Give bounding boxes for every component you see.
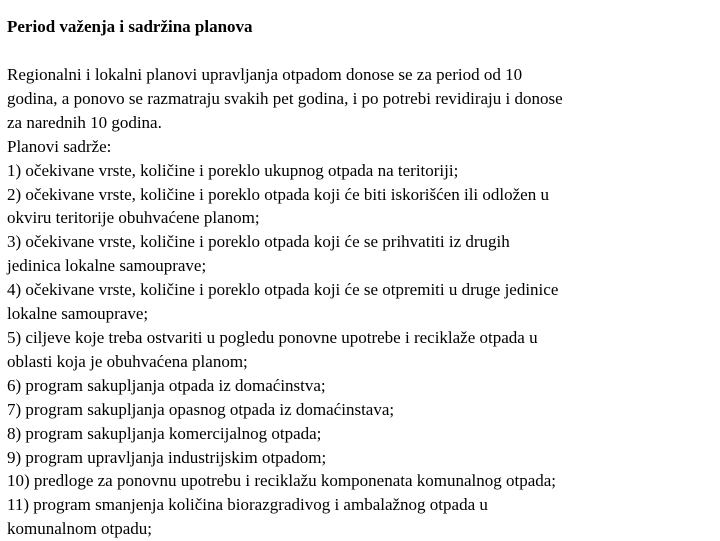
- list-item: 3) očekivane vrste, količine i poreklo otpada koji će se prihvatiti iz drugih: [7, 232, 510, 252]
- list-item: 8) program sakupljanja komercijalnog otpada;: [7, 423, 322, 443]
- list-item-continuation: oblasti koja je obuhvaćena planom;: [7, 351, 248, 371]
- list-item-continuation: lokalne samouprave;: [7, 304, 149, 324]
- page-title: Period važenja i sadržina planova: [7, 17, 253, 36]
- list-item-continuation: okviru teritorije obuhvaćene planom;: [7, 208, 260, 228]
- text-line: Planovi sadrže:: [7, 136, 112, 156]
- list-item: 7) program sakupljanja opasnog otpada iz domaćinstava;: [7, 399, 395, 419]
- list-item: 9) program upravljanja industrijskim otpadom;: [7, 447, 327, 467]
- body-text: [7, 63, 707, 541]
- list-item: 4) očekivane vrste, količine i poreklo otpada koji će se otpremiti u druge jedinice: [7, 280, 559, 300]
- list-item: 1) očekivane vrste, količine i poreklo ukupnog otpada na teritoriji;: [7, 160, 459, 180]
- text-line: godina, a ponovo se razmatraju svakih pet godina, i po potrebi revidiraju i donose: [7, 88, 563, 108]
- list-item-continuation: komunalnom otpadu;: [7, 519, 152, 539]
- list-item: 11) program smanjenja količina biorazgradivog i ambalažnog otpada u: [7, 495, 488, 515]
- list-item-continuation: jedinica lokalne samouprave;: [7, 256, 207, 276]
- list-item: 5) ciljeve koje treba ostvariti u pogledu ponovne upotrebe i reciklaže otpada u: [7, 327, 538, 347]
- list-item: 6) program sakupljanja otpada iz domaćinstva;: [7, 375, 326, 395]
- list-item: 10) predloge za ponovnu upotrebu i reciklažu komponenata komunalnog otpada;: [7, 471, 557, 491]
- text-line: za narednih 10 godina.: [7, 112, 162, 132]
- list-item: 2) očekivane vrste, količine i poreklo otpada koji će biti iskorišćen ili odložen u: [7, 184, 549, 204]
- text-line: Regionalni i lokalni planovi upravljanja otpadom donose se za period od 10: [7, 65, 523, 84]
